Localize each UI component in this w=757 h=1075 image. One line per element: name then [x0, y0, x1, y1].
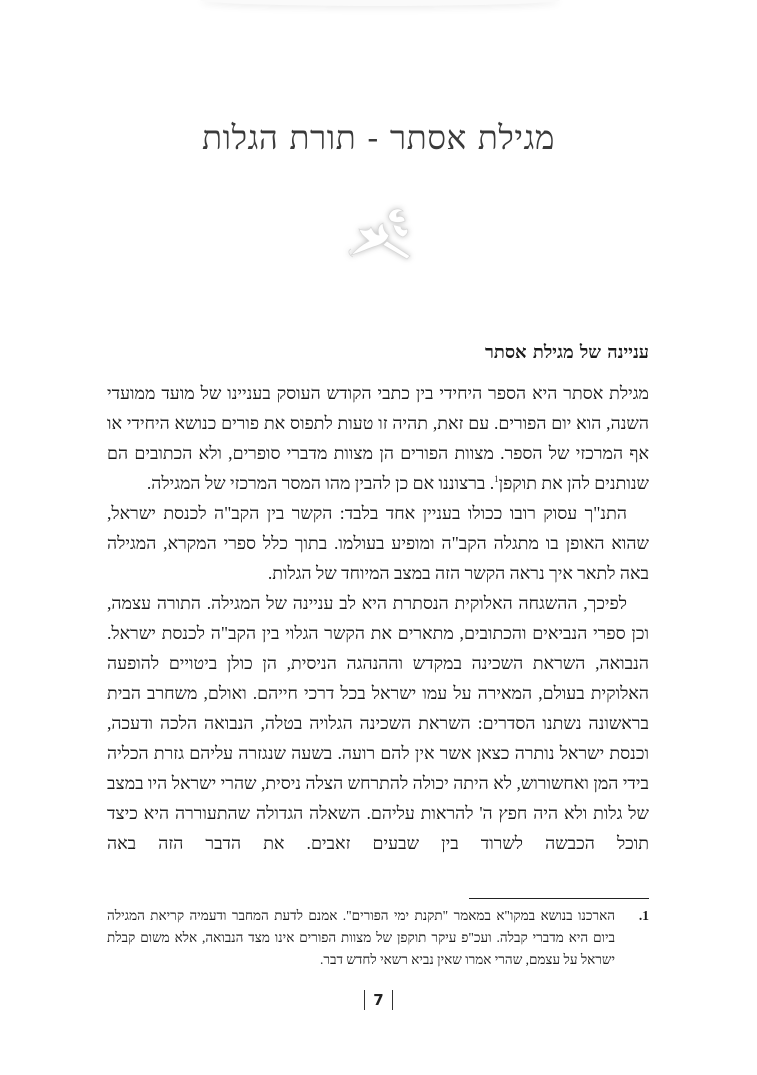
section-heading: עניינה של מגילת אסתר — [485, 342, 649, 363]
paragraph-3: לפיכך, ההשגחה האלוקית הנסתרת היא לב עניינה של המגילה. התורה עצמה, וכן ספרי הנביאים והכתובים, מתארים את הקשר הגלוי בין הקב"ה לכנסת ישראל. הנבואה, השראת השכינה במקדש וההנהגה הניסית, הן כולן ביטויים להופעה האלוקית בעולם, המאירה על עמו ישראל בכל דרכי חייהם. ואולם, משחרב הבית בראשונה נשתנו הסדרים: השראת השכינה הגלויה בטלה, הנבואה הלכה ודעכה, וכנסת ישראל נותרה כצאן אשר אין להם רועה. בשעה שנגזרה עליהם גזרת הכליה בידי המן ואחשורוש, לא היתה יכולה להתרחש הצלה ניסית, שהרי ישראל היו במצב של גלות ולא היה חפץ ה' להראות עליהם. השאלה הגדולה שהתעוררה היא כיצד תוכל הכבשה לשרוד בין שבעים זאבים. את הדבר הזה באה — [107, 593, 649, 853]
footnote-reference[interactable]: 1 — [494, 474, 499, 485]
page-number — [0, 990, 757, 1010]
folio-bar-right — [392, 990, 393, 1010]
footnote-text: הארכנו בנושא במקו"א במאמר "תקנת ימי הפורים". אמנם לדעת המחבר ודעמיה קריאת המגילה ביום היא מדברי קבלה. ועכ"פ עיקר תוקפן של מצוות הפורים אינו מצד הנבואה, אלא משום קבלת ישראל על עצמם, שהרי אמרו שאין נביא רשאי לחדש דבר. — [107, 908, 615, 967]
footnote-1 — [107, 905, 649, 971]
paragraph-2: התנ"ך עסוק רובו ככולו בעניין אחד בלבד: הקשר בין הקב"ה לכנסת ישראל, שהוא האופן בו מתגלה הקב"ה ומופיע בעולמו. בתוך כלל ספרי המקרא, המגילה באה לתאר איך נראה הקשר הזה במצב המיוחד של הגלות. — [107, 503, 649, 583]
footnotes — [107, 905, 649, 971]
folio-bar-left — [364, 990, 365, 1010]
chapter-title: מגילת אסתר - תורת הגלות — [202, 118, 555, 157]
page-number-value: 7 — [373, 991, 384, 1009]
paragraph-text: . ברצוננו אם כן להבין מהו המסר המרכזי של המגילה. — [146, 473, 495, 493]
footnote-separator — [469, 898, 649, 899]
footnote-number: 1. — [638, 908, 649, 923]
paragraph-text: מגילת אסתר היא הספר היחידי בין כתבי הקודש העוסק בעניינו של מועד ממועדי השנה, הוא יום הפורים. עם זאת, תהיה זו טעות לתפוס את פורים כנושא היחידי או אף המרכזי של הספר. מצוות הפורים הן מצוות מדברי סופרים, ולא הכתובים הם שנותנים להן את תוקפן — [107, 383, 649, 493]
paragraph-1 — [107, 378, 649, 498]
leaf-flourish-ornament-icon — [343, 205, 419, 263]
body-text — [107, 378, 649, 858]
